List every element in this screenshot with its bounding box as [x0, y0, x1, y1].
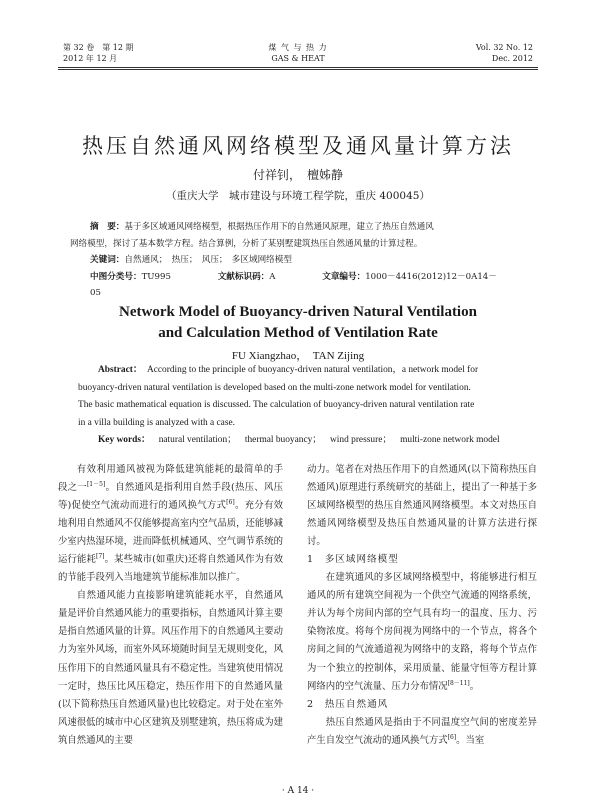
abstract-en — [78, 362, 518, 450]
keywords-en-line — [78, 432, 518, 450]
section-2-text: 热压自然通风是指由于不同温度空气间的密度差异产生自发空气流动的通风换气方式 — [307, 716, 537, 746]
abstract-cn-text-1: 基于多区域通风网络模型，根据热压作用下的自然通风原理，建立了热压自然通风 — [124, 222, 434, 232]
abstract-en-line-1 — [78, 362, 518, 380]
citation-6-repeat: [6] — [447, 733, 457, 741]
body-column-right — [307, 461, 537, 750]
citation-6: [6] — [226, 498, 235, 506]
abstract-en-text-4: in a villa building is analyzed with a case. — [78, 417, 235, 428]
section-1-paragraph — [307, 569, 537, 695]
abstract-en-text-2: buoyancy-driven natural ventilation is developed based on the multi-zone network model for ventilation. — [78, 382, 471, 393]
keyword-en-4: multi-zone network model — [400, 435, 500, 446]
keyword-en-3: wind pressure； — [330, 435, 392, 446]
body-paragraph-2: 自然通风能力直接影响建筑能耗水平，自然通风量是评价自然通风能力的重要指标，自然通风计算主要是指自然通风量的计算。风压作用下的自然通风主要动力为室外风场，而室外风环境随时间呈无规则变化，风压作用下的自然通风量具有不稳定性。当建筑使用情况一定时，热压比风压稳定，热压作用下的自然通风量(以下简称热压自然通风量)也比较稳定。对于处在室外风速很低的城市中心区建筑及别墅建筑，热压将成为建筑自然通风的主要 — [58, 590, 284, 746]
abstract-cn — [70, 219, 508, 302]
volume-issue-cn: 第 32 卷 第 12 期 — [63, 43, 134, 52]
keyword-en-1: natural ventilation； — [158, 435, 237, 446]
article-title-en-line-1: Network Model of Buoyancy-driven Natural Ventilation — [119, 304, 477, 320]
body-p1-part-a: 有效利用通风被视为降低建筑能耗的最简单的手段之一 — [58, 464, 283, 494]
clc-code: TU995 — [141, 271, 171, 282]
section-2-paragraph — [307, 714, 537, 750]
date-en: Dec. 2012 — [491, 54, 533, 63]
body-p1-part-d: 。某些城市(如重庆)还将自然通风作为有效的节能手段列入当地建筑节能标准加以推广。 — [58, 554, 283, 584]
article-number: 1000－4416(2012)12－0A14－05 — [90, 271, 497, 298]
header-rule-top — [58, 67, 538, 68]
keywords-en-label: Key words： — [98, 435, 151, 446]
doc-code-label: 文献标识码： — [217, 271, 270, 282]
article-number-label: 文章编号： — [322, 271, 366, 282]
abstract-cn-line-1 — [90, 219, 508, 236]
authors-en: FU Xiangzhao， TAN Zijing — [231, 350, 365, 362]
citation-7: [7] — [96, 553, 105, 561]
body-paragraph-3: 动力。笔者在对热压作用下的自然通风(以下简称热压自然通风)原理进行系统研究的基础上，提出了一种基于多区域网络模型的热压自然通风网络模型。本文对热压自然通风网络模型及热压自然通风量的计算方法进行探讨。 — [307, 464, 537, 548]
keywords-cn: 自然通风； 热压； 风压； 多区域网络模型 — [124, 255, 292, 265]
keywords-cn-line — [90, 252, 508, 269]
page-number: · A 14 · — [281, 786, 315, 796]
running-header-right — [476, 42, 533, 64]
abstract-en-label: Abstract： — [98, 365, 143, 375]
volume-issue-en: Vol. 32 No. 12 — [475, 43, 533, 52]
section-1-end: 。 — [469, 680, 480, 692]
journal-name-en: GAS & HEAT — [271, 54, 325, 63]
authors-cn: 付祥钊， 檀姊静 — [252, 168, 343, 182]
classification-line — [90, 269, 508, 302]
abstract-en-text-1: According to the principle of buoyancy-driven natural ventilation，a network model for — [146, 365, 479, 375]
article-title-cn: 热压自然通风网络模型及通风量计算方法 — [82, 134, 514, 158]
abstract-en-text-3: The basic mathematical equation is discussed. The calculation of buoyancy-driven natural ventilation rate — [78, 400, 475, 411]
section-heading-1: 1 多区域网络模型 — [307, 554, 399, 566]
date-cn: 2012 年 12 月 — [63, 54, 118, 63]
doc-code: A — [269, 271, 276, 282]
body-p1-part-c: 。充分有效地利用自然通风不仅能够提高室内空气品质，还能够减少室内热湿环境，进而降低机械通风、空气调节系统的运行能耗 — [58, 500, 284, 566]
body-column-left — [58, 461, 283, 750]
journal-name-cn: 煤 气 与 热 力 — [268, 43, 328, 52]
header-rule-bottom — [58, 69, 538, 70]
body-p1-part-b: 。自然通风是指利用自然手段(热压、风压等)促使空气流动而进行的通风换气方式 — [58, 482, 283, 512]
affiliation-cn: （重庆大学 城市建设与环境工程学院，重庆 400045） — [166, 190, 430, 202]
article-title-en-line-2: and Calculation Method of Ventilation Rate — [158, 325, 438, 341]
citation-1-5: [1－5] — [86, 480, 106, 488]
section-2-end: 。当室 — [456, 734, 485, 746]
section-1-text: 在建筑通风的多区域网络模型中，将能够进行相互通风的所有建筑空间视为一个供空气流通的网络系统，并认为每个房间内部的空气具有均一的温度、压力、污染物浓度。将每个房间视为网络中的一个节点，将各个房间之间的气流通道视为网络中的支路，将每个节点作为一个独立的控制体，采用质量、能量守恒等方程计算网络内的空气流量、压力分布情况 — [307, 572, 537, 692]
abstract-cn-text-2: 网络模型，探讨了基本数学方程。结合算例，分析了某别墅建筑热压自然通风量的计算过程。 — [70, 238, 423, 249]
keywords-cn-label: 关键词： — [90, 255, 125, 265]
abstract-cn-label: 摘 要： — [90, 222, 125, 232]
clc-label: 中图分类号： — [90, 271, 142, 282]
body-paragraph-1 — [58, 461, 283, 587]
keyword-en-2: thermal buoyancy； — [244, 435, 322, 446]
citation-8-11: [8－11] — [447, 679, 470, 687]
section-heading-2: 2 热压自然通风 — [307, 698, 389, 710]
